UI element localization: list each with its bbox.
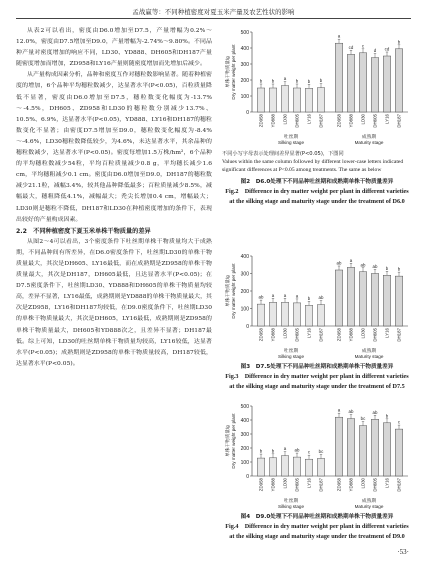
x-tick-label: DH605 [294, 114, 300, 128]
x-tick-label: DH605 [294, 478, 300, 492]
bar [257, 458, 264, 476]
y-axis-label: Dry matter weight per plant [231, 413, 236, 469]
significance-letter: b [259, 78, 263, 84]
significance-letter: a [337, 407, 341, 413]
significance-letter: ab [258, 294, 264, 300]
group-label-zh: 成熟期 [361, 499, 377, 504]
bar [395, 276, 402, 326]
y-tick-label: 400 [240, 417, 249, 424]
bar [395, 429, 402, 476]
chart-fig3 [222, 250, 412, 362]
bar [335, 270, 342, 326]
chart-fig4-svg [222, 400, 412, 512]
x-tick-label: LY16 [384, 328, 390, 338]
significance-letter: a [271, 292, 275, 298]
bar [371, 58, 378, 112]
chart-fig2-svg [222, 26, 412, 148]
figure-column [222, 26, 412, 546]
fig2-caption-en: Fig.2 Difference in dry matter weight per plant in different varieties at the silking stage and maturity stage under the treatment of D6.0 [225, 188, 409, 205]
significance-letter: ab [336, 260, 342, 266]
bar [347, 54, 354, 112]
x-tick-label: DH187 [318, 328, 324, 342]
significance-letter: cd [384, 46, 390, 52]
significance-letter: b [295, 78, 299, 84]
y-tick-label: 300 [240, 431, 249, 438]
bar [305, 459, 312, 476]
bar [359, 426, 366, 476]
x-tick-label: LY16 [384, 478, 390, 488]
significance-letter: a [283, 292, 287, 298]
fig3-caption-en: Fig.3 Difference in dry matter weight per plant in different varieties at the silking stage and maturity stage under the treatment of D7.5 [225, 373, 409, 390]
significance-letter: c [307, 449, 311, 455]
significance-letter: ab [318, 295, 324, 301]
bar [281, 302, 288, 326]
bar [293, 88, 300, 112]
significance-letter: bc [318, 449, 324, 454]
bar [347, 419, 354, 476]
bar [317, 88, 324, 112]
x-tick-label: ZD958 [258, 478, 264, 492]
y-tick-label: 0 [246, 473, 249, 480]
y-tick-label: 0 [246, 323, 249, 330]
group-label-zh: 吐丝期 [283, 349, 299, 354]
bar [335, 417, 342, 476]
bar [281, 86, 288, 112]
bar [281, 456, 288, 476]
significance-letter: cd [348, 44, 354, 50]
significance-letter: b [271, 448, 275, 454]
fig3-caption-zh: 图3 D7.5处理下不同品种吐丝期和成熟期单株干物质量差异 [240, 364, 394, 370]
x-tick-label: LD30 [282, 328, 288, 339]
x-tick-label: YD888 [270, 114, 276, 128]
y-tick-label: 200 [240, 445, 249, 452]
bar [359, 272, 366, 326]
bar [335, 43, 342, 112]
significance-letter: ab [372, 264, 378, 269]
bar [257, 88, 264, 112]
bar [293, 303, 300, 326]
y-axis-label: 单株干物质量/g [225, 425, 230, 457]
x-tick-label: DH187 [318, 478, 324, 492]
y-axis-label: 单株干物质量/g [225, 56, 230, 88]
group-label-en: Maturity stage [354, 504, 384, 509]
y-tick-label: 400 [240, 253, 249, 260]
y-axis-label: Dry matter weight per plant [231, 44, 236, 100]
y-axis-label: 单株干物质量/g [225, 275, 230, 307]
group-label-zh: 成熟期 [361, 349, 377, 354]
group-label-en: Silking stage [277, 504, 305, 509]
body-paragraph-3: 从图2～4可以看出，3个密度条件下吐丝期单株干物质量均大于成熟期，不同品种间有所差异，在D6.0密度条件下，吐丝期LD30的单株干物质量最大，其次是DH605、LY16最低，而在成熟期是ZD958的单株干物质量最大，其次是DH187，DH605最低，且达显著水平(P<0.05)；在D7.5密度条件下，吐丝期LD30、YD888和DH605的单株干物质量均较高，差异不显著，LY16最低，成熟期则是YD888的单株干物质量最大，其次是ZD958，LY16和DH187均较低，在D9.0密度条件下，吐丝期LD30的单株干物质量最大，其次是DH605，LY16最低，成熟期则是ZD958的单株干物质量最大，DH605和YD888次之，且差异不显著；DH187最低。综上可知，LD30的吐丝期单株干物质量均较高，LY16较低，达显著水平(P<0.05)；成熟期则是ZD958的单株干物质量较高，DH187较低，达显著水平(P<0.05)。 [16, 238, 212, 367]
x-tick-label: LD30 [360, 478, 366, 489]
significance-letter: b [271, 78, 275, 84]
x-tick-label: YD888 [270, 478, 276, 492]
bar [371, 419, 378, 476]
figure-note-en: Values within the same column followed by different lower-case letters indicated significant differences at P<0.05 among treatments. The same as below [222, 159, 404, 174]
x-tick-label: YD888 [348, 478, 354, 492]
significance-letter: b [319, 78, 323, 84]
y-axis-label: Dry matter weight per plant [231, 263, 236, 319]
significance-letter: b [397, 39, 401, 45]
x-tick-label: LY16 [306, 478, 312, 488]
y-tick-label: 200 [240, 288, 249, 295]
running-head: 孟战赢等：不同种植密度对夏玉米产量及农艺性状的影响 [16, 6, 411, 19]
y-tick-label: 500 [240, 403, 249, 410]
fig4-caption-en: Fig.4 Difference in dry matter weight per plant in different varieties at the silking stage and maturity stage under the treatment of D9.0 [225, 523, 409, 540]
bar [305, 88, 312, 112]
body-column [16, 26, 212, 546]
section-heading: 2.2 不同种植密度下夏玉米单株干物质量的差异 [16, 227, 151, 235]
significance-letter: ab [348, 409, 354, 415]
significance-letter: ab [294, 447, 300, 453]
x-tick-label: ZD958 [336, 328, 342, 342]
significance-letter: ab [372, 409, 378, 415]
figure-note-zh: 不同小写字母表示处理间差异显著(P<0.05)，下图同 [222, 151, 344, 157]
y-tick-label: 100 [240, 306, 249, 313]
x-tick-label: ZD958 [258, 114, 264, 128]
significance-letter: ab [360, 262, 366, 268]
bar [269, 302, 276, 326]
x-tick-label: LD30 [360, 328, 366, 339]
bar [383, 275, 390, 326]
x-tick-label: DH605 [372, 328, 378, 342]
significance-letter: a [295, 293, 299, 299]
y-tick-label: 100 [240, 459, 249, 466]
body-paragraph-2: 从产量构成因素分析，品种和密度互作对穗粒数影响显著。随着种植密度的增加，6个品种平均穗粒数减少，达显著水平(P<0.05)，百粒质量降低不显著，密度由D6.0增加至D7.5，穗粒数变化幅度为-13.7%～-4.5%，DH605、ZD958和LD30的穗粒数分别减少13.7%、10.5%、6.9%，达显著水平(P<0.05)，YD888、LY16和DH187的穗粒数变化不显著；由密度D7.5增加至D9.0，穗粒数变化幅度为-8.4%～-4.6%，LD30穗粒数降低较少，为4.6%，未达显著水平，其余品种的穗粒数减少，达显著水平(P<0.05)。密度每增加1.5万株/hm²，6个品种的平均穗粒数减少54粒，平均百粒质量减少0.8 g，平均穗长减少1.6 cm，平均穗粗减少0.1 cm。密度由D6.0增加至D9.0，DH187的穗粒数减少21.1粒，减幅3.4%，较其他品种降低最多；百粒质量减少8.5%，减幅最大，穗粗降低4.1%，减幅最大；秃尖长增加0.4 cm，增幅最大；LD30则是穗粒不降低，DH187和LD30在种植密度增加的条件下，表现出较好的产量构成因素。 [16, 72, 212, 223]
significance-letter: bc [360, 416, 366, 422]
bar [269, 88, 276, 112]
y-tick-label: 100 [240, 93, 249, 100]
x-tick-label: ZD958 [258, 328, 264, 342]
y-tick-label: 500 [240, 29, 249, 36]
x-tick-label: DH187 [396, 328, 402, 342]
group-label-en: Maturity stage [354, 140, 384, 145]
x-tick-label: YD888 [348, 328, 354, 342]
x-tick-label: LY16 [384, 114, 390, 124]
x-tick-label: LD30 [282, 114, 288, 125]
y-tick-label: 400 [240, 45, 249, 52]
significance-letter: b [385, 265, 389, 271]
significance-letter: a [349, 257, 353, 263]
y-tick-label: 200 [240, 77, 249, 84]
x-tick-label: DH605 [372, 114, 378, 128]
significance-letter: b [307, 78, 311, 84]
significance-letter: a [283, 446, 287, 452]
group-label-en: Maturity stage [354, 354, 384, 359]
significance-letter: b [385, 413, 389, 419]
bar [383, 56, 390, 112]
group-label-zh: 吐丝期 [283, 499, 299, 504]
bar [347, 267, 354, 326]
bar [257, 304, 264, 326]
x-tick-label: LD30 [282, 478, 288, 489]
fig4-caption-zh: 图4 D9.0处理下不同品种吐丝期和成熟期单株干物质量差异 [240, 514, 394, 520]
x-tick-label: DH605 [294, 328, 300, 342]
chart-fig2 [222, 26, 412, 148]
x-tick-label: ZD958 [336, 478, 342, 492]
x-tick-label: LD30 [360, 114, 366, 125]
x-tick-label: DH187 [318, 114, 324, 128]
x-tick-label: YD888 [348, 114, 354, 128]
fig2-caption-zh: 图2 D6.0处理下不同品种吐丝期和成熟期单株干物质量差异 [240, 179, 394, 186]
significance-letter: d [373, 48, 377, 54]
x-tick-label: DH187 [396, 478, 402, 492]
group-label-en: Silking stage [277, 354, 305, 359]
bar [269, 458, 276, 476]
y-tick-label: 0 [246, 109, 249, 116]
significance-letter: b [397, 266, 401, 272]
bar [317, 459, 324, 477]
bar [317, 305, 324, 326]
group-label-en: Silking stage [277, 140, 305, 145]
body-paragraph-1: 从表2可以看出，密度由D6.0增加至D7.5，产量增幅为0.2%～12.0%，密度由D7.5增加至D9.0，产量增幅为-2.74%～9.80%。不同品种产量对密度增加的响应不同，LD30、YD888、DH605和DH187产量随密度增加而增加，ZD958和LY16产量则随密度增加而先增加后减少。 [16, 28, 212, 68]
significance-letter: a [337, 33, 341, 39]
significance-letter: b [259, 448, 263, 454]
bar [383, 423, 390, 476]
bar [305, 305, 312, 326]
x-tick-label: DH187 [396, 114, 402, 128]
bar [359, 53, 366, 112]
group-label-zh: 吐丝期 [283, 135, 299, 140]
page-number: ·53· [397, 548, 409, 556]
significance-letter: a [283, 76, 287, 82]
x-tick-label: LY16 [306, 114, 312, 124]
bar [293, 457, 300, 476]
x-tick-label: DH605 [372, 478, 378, 492]
x-tick-label: YD888 [270, 328, 276, 342]
chart-fig3-svg [222, 250, 412, 362]
significance-letter: b [307, 295, 311, 301]
x-tick-label: ZD958 [336, 114, 342, 128]
bar [371, 274, 378, 327]
y-tick-label: 300 [240, 271, 249, 278]
group-label-zh: 成熟期 [361, 135, 377, 140]
significance-letter: c [361, 43, 365, 49]
chart-fig4 [222, 400, 412, 512]
bar [395, 49, 402, 112]
x-tick-label: LY16 [306, 328, 312, 338]
significance-letter: c [397, 419, 401, 425]
y-tick-label: 300 [240, 61, 249, 68]
